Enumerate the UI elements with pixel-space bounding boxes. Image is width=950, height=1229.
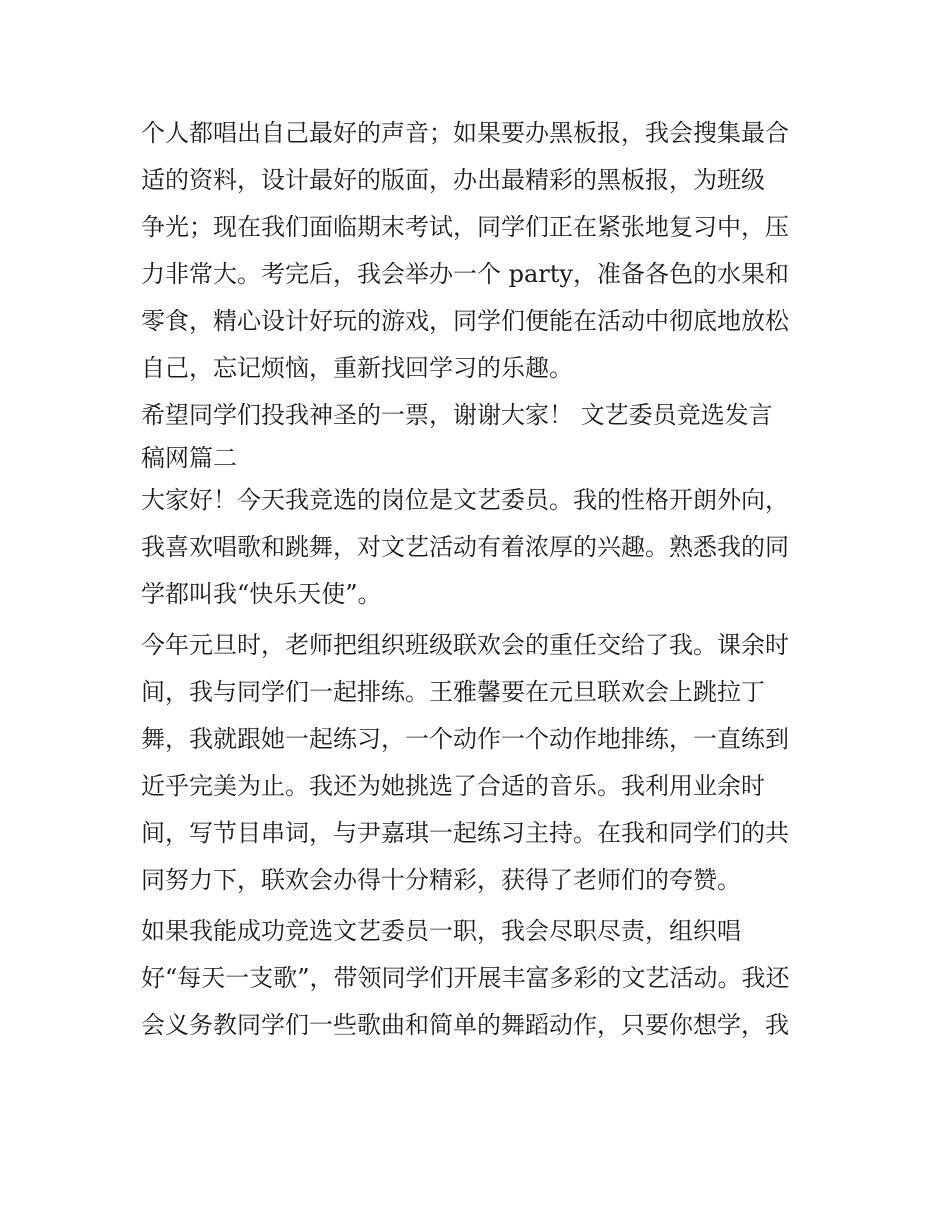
text-line: 力非常大。考完后，我会举办一个 party，准备各色的水果和 <box>141 260 789 288</box>
text-line: 个人都唱出自己最好的声音；如果要办黑板报，我会搜集最合 <box>141 119 789 147</box>
text-line: 间，写节目串词，与尹嘉琪一起练习主持。在我和同学们的共 <box>141 819 789 847</box>
text-line: 近乎完美为止。我还为她挑选了合适的音乐。我利用业余时 <box>141 772 765 800</box>
text-line: 稿网篇二 <box>141 444 237 472</box>
text-line: 自己，忘记烦恼，重新找回学习的乐趣。 <box>141 354 573 382</box>
text-line: 如果我能成功竞选文艺委员一职，我会尽职尽责，组织唱 <box>141 917 741 945</box>
text-line: 好“每天一支歌”，带领同学们开展丰富多彩的文艺活动。我还 <box>141 964 790 992</box>
text-line: 会义务教同学们一些歌曲和简单的舞蹈动作，只要你想学，我 <box>141 1011 789 1039</box>
text-line: 学都叫我“快乐天使”。 <box>141 580 382 608</box>
text-line: 舞，我就跟她一起练习，一个动作一个动作地排练，一直练到 <box>141 725 789 753</box>
text-line: 同努力下，联欢会办得十分精彩，获得了老师们的夸赞。 <box>141 866 741 894</box>
text-line: 希望同学们投我神圣的一票，谢谢大家！ 文艺委员竞选发言 <box>141 401 773 429</box>
text-line: 争光；现在我们面临期末考试，同学们正在紧张地复习中，压 <box>141 213 789 241</box>
text-line: 适的资料，设计最好的版面，办出最精彩的黑板报，为班级 <box>141 166 765 194</box>
text-line: 大家好！今天我竞选的岗位是文艺委员。我的性格开朗外向， <box>141 486 789 514</box>
text-line: 今年元旦时，老师把组织班级联欢会的重任交给了我。课余时 <box>141 631 789 659</box>
text-line: 我喜欢唱歌和跳舞，对文艺活动有着浓厚的兴趣。熟悉我的同 <box>141 533 789 561</box>
text-line: 零食，精心设计好玩的游戏，同学们便能在活动中彻底地放松 <box>141 307 789 335</box>
document-body <box>141 110 821 1049</box>
text-line: 间，我与同学们一起排练。王雅馨要在元旦联欢会上跳拉丁 <box>141 678 765 706</box>
